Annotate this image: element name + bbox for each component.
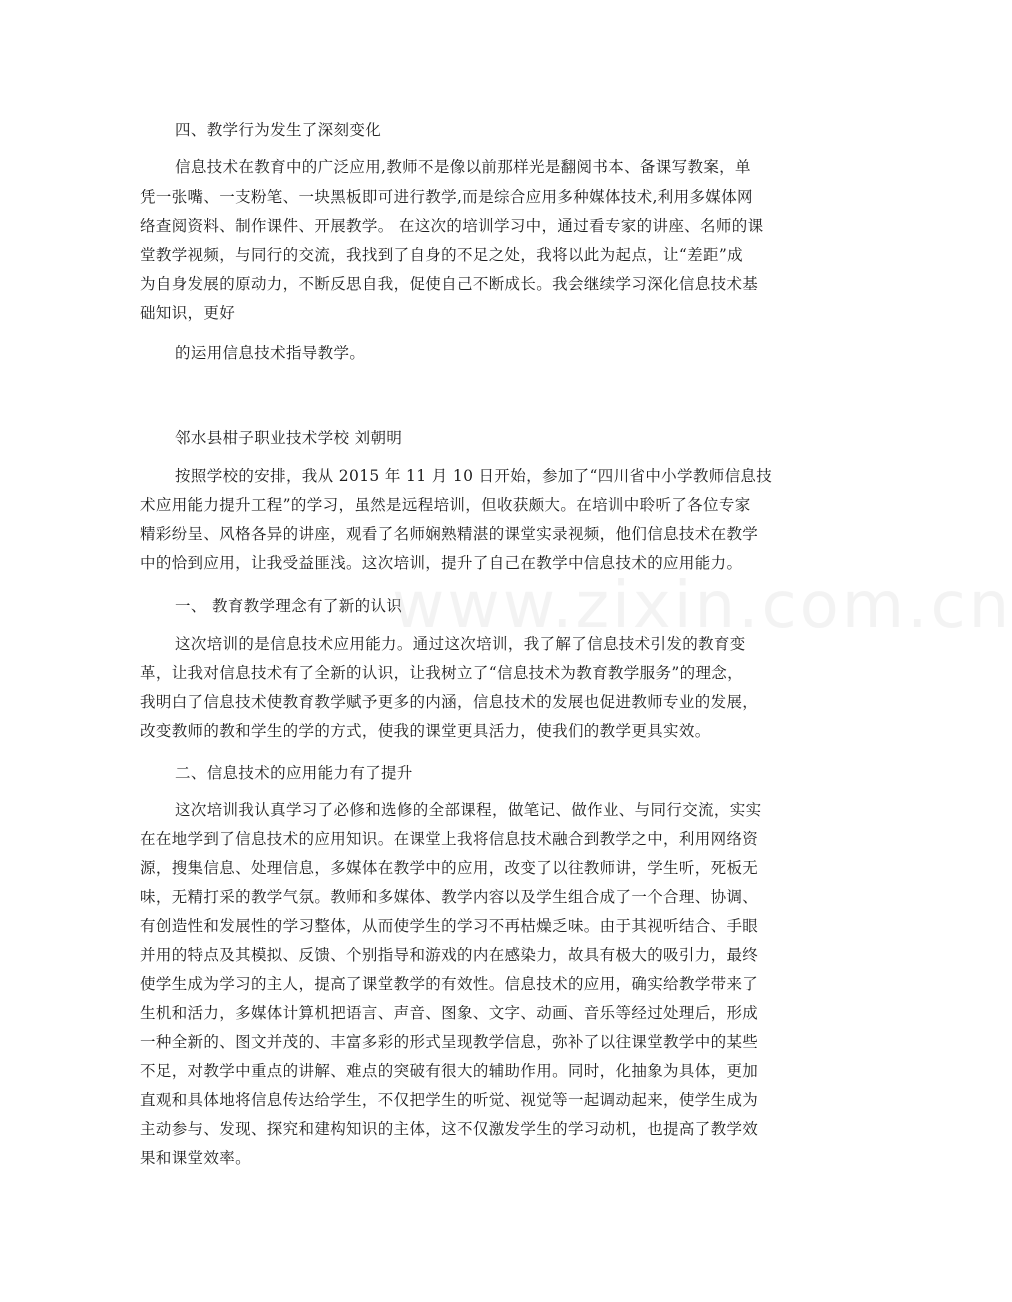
watermark: www.zixin.com.cn: [392, 569, 1012, 643]
paragraph-line: 在在地学到了信息技术的应用知识。在课堂上我将信息技术融合到教学之中，利用网络资: [140, 830, 759, 848]
paragraph-line: 果和课堂效率。: [140, 1149, 251, 1167]
paragraph-line: 主动参与、发现、探究和建构知识的主体，这不仅激发学生的学习动机，也提高了教学效: [140, 1120, 759, 1138]
paragraph-line: 革，让我对信息技术有了全新的认识，让我树立了“信息技术为教育教学服务”的理念，: [140, 664, 744, 682]
paragraph-line: 改变教师的教和学生的学的方式，使我的课堂更具活力，使我们的教学更具实效。: [140, 722, 711, 740]
paragraph-line: 础知识，更好: [140, 304, 236, 322]
paragraph-continuation: 的运用信息技术指导教学。: [175, 344, 366, 362]
paragraph-line: 信息技术在教育中的广泛应用,教师不是像以前那样光是翻阅书本、备课写教案，单: [175, 158, 751, 176]
paragraph-line: 堂教学视频，与同行的交流，我找到了自身的不足之处，我将以此为起点，让“差距”成: [140, 246, 744, 264]
paragraph-line: 为自身发展的原动力，不断反思自我，促使自己不断成长。我会继续学习深化信息技术基: [140, 275, 759, 293]
paragraph-line: 直观和具体地将信息传达给学生，不仅把学生的听觉、视觉等一起调动起来，使学生成为: [140, 1091, 759, 1109]
paragraph-line: 这次培训我认真学习了必修和选修的全部课程，做笔记、做作业、与同行交流，实实: [175, 801, 762, 819]
paragraph-line: 并用的特点及其模拟、反馈、个别指导和游戏的内在感染力，故具有极大的吸引力，最终: [140, 946, 759, 964]
section-two-heading: 二、信息技术的应用能力有了提升: [175, 764, 413, 782]
section-one-heading: 一、 教育教学理念有了新的认识: [175, 597, 403, 615]
author-line: 邻水县柑子职业技术学校 刘朝明: [175, 429, 403, 447]
paragraph-line: 味，无精打采的教学气氛。教师和多媒体、教学内容以及学生组合成了一个合理、协调、: [140, 888, 759, 906]
paragraph-line: 有创造性和发展性的学习整体，从而使学生的学习不再枯燥乏味。由于其视听结合、手眼: [140, 917, 759, 935]
paragraph-line: 源，搜集信息、处理信息，多媒体在教学中的应用，改变了以往教师讲，学生听，死板无: [140, 859, 759, 877]
paragraph-line: 中的恰到应用，让我受益匪浅。这次培训，提升了自己在教学中信息技术的应用能力。: [140, 554, 743, 572]
paragraph-line: 这次培训的是信息技术应用能力。通过这次培训，我了解了信息技术引发的教育变: [175, 635, 746, 653]
paragraph-line: 一种全新的、图文并茂的、丰富多彩的形式呈现教学信息，弥补了以往课堂教学中的某些: [140, 1033, 759, 1051]
paragraph-line: 凭一张嘴、一支粉笔、一块黑板即可进行教学,而是综合应用多种媒体技术,利用多媒体网: [140, 188, 753, 206]
paragraph-line: 精彩纷呈、风格各异的讲座，观看了名师娴熟精湛的课堂实录视频，他们信息技术在教学: [140, 525, 759, 543]
paragraph-line: 使学生成为学习的主人，提高了课堂教学的有效性。信息技术的应用，确实给教学带来了: [140, 975, 759, 993]
paragraph-line: 络查阅资料、制作课件、开展教学。 在这次的培训学习中，通过看专家的讲座、名师的课: [140, 217, 764, 235]
paragraph-line: 不足，对教学中重点的讲解、难点的突破有很大的辅助作用。同时，化抽象为具体，更加: [140, 1062, 759, 1080]
paragraph-line: 术应用能力提升工程”的学习，虽然是远程培训，但收获颇大。在培训中聆听了各位专家: [140, 496, 751, 514]
paragraph-line: 生机和活力，多媒体计算机把语言、声音、图象、文字、动画、音乐等经过处理后，形成: [140, 1004, 759, 1022]
paragraph-line: 我明白了信息技术使教育教学赋予更多的内涵，信息技术的发展也促进教师专业的发展，: [140, 693, 759, 711]
paragraph-line: 按照学校的安排，我从 2015 年 11 月 10 日开始，参加了“四川省中小学教师信息技: [175, 467, 773, 485]
section-four-heading: 四、教学行为发生了深刻变化: [175, 121, 382, 139]
